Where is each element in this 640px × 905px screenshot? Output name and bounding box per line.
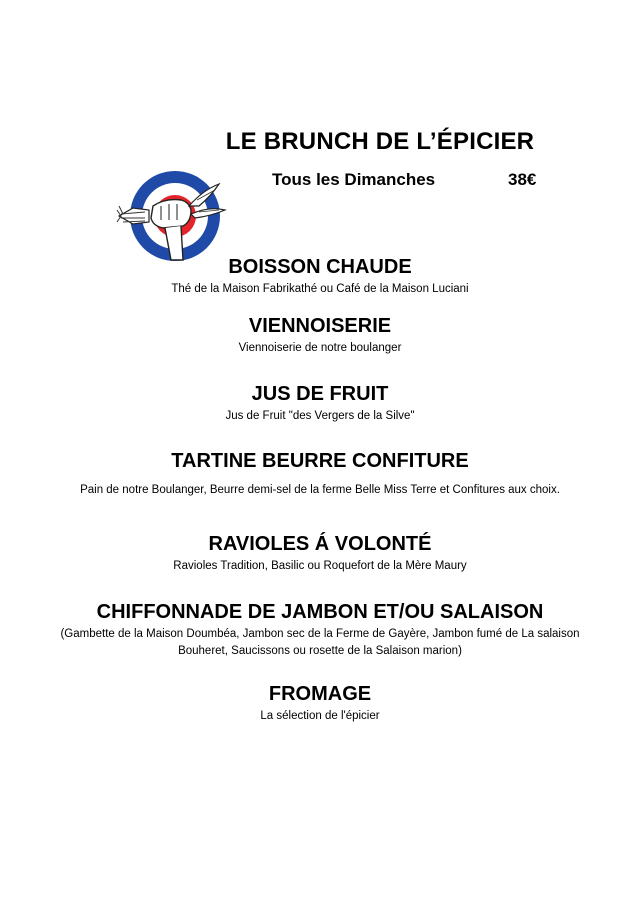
menu-section (0, 600, 640, 660)
page-title: LE BRUNCH DE L’ÉPICIER (225, 128, 535, 155)
section-title: VIENNOISERIE (248, 315, 392, 337)
menu-section (0, 314, 640, 357)
section-description: Jus de Fruit "des Vergers de la Silve" (225, 410, 415, 422)
section-description: La sélection de l'épicier (260, 710, 380, 722)
schedule-label: Tous les Dimanches (272, 170, 436, 189)
menu-section (0, 682, 640, 725)
section-title: TARTINE BEURRE CONFITURE (171, 450, 469, 472)
price-label: 38€ (508, 170, 537, 189)
section-description: Thé de la Maison Fabrikathé ou Café de la Maison Luciani (171, 283, 469, 295)
menu-section (0, 382, 640, 425)
menu-section (0, 255, 640, 298)
section-title: RAVIOLES Á VOLONTÉ (208, 533, 432, 555)
section-description: Viennoiserie de notre boulanger (238, 342, 402, 354)
section-description: Pain de notre Boulanger, Beurre demi-sel de la ferme Belle Miss Terre et Confitures aux choix. (80, 484, 560, 496)
section-title: JUS DE FRUIT (251, 383, 389, 405)
menu-section (0, 532, 640, 575)
section-title: BOISSON CHAUDE (228, 256, 412, 278)
section-description: (Gambette de la Maison Doumbéa, Jambon sec de la Ferme de Gayère, Jambon fumé de La salaison Bouheret, Saucissons ou rosette de la Salaison marion) (60, 628, 580, 657)
menu-section (0, 449, 640, 499)
target-fist-icon (115, 170, 235, 262)
section-title: FROMAGE (268, 683, 372, 705)
section-description: Ravioles Tradition, Basilic ou Roquefort de la Mère Maury (173, 560, 467, 572)
section-title: CHIFFONNADE DE JAMBON ET/OU SALAISON (96, 601, 544, 623)
